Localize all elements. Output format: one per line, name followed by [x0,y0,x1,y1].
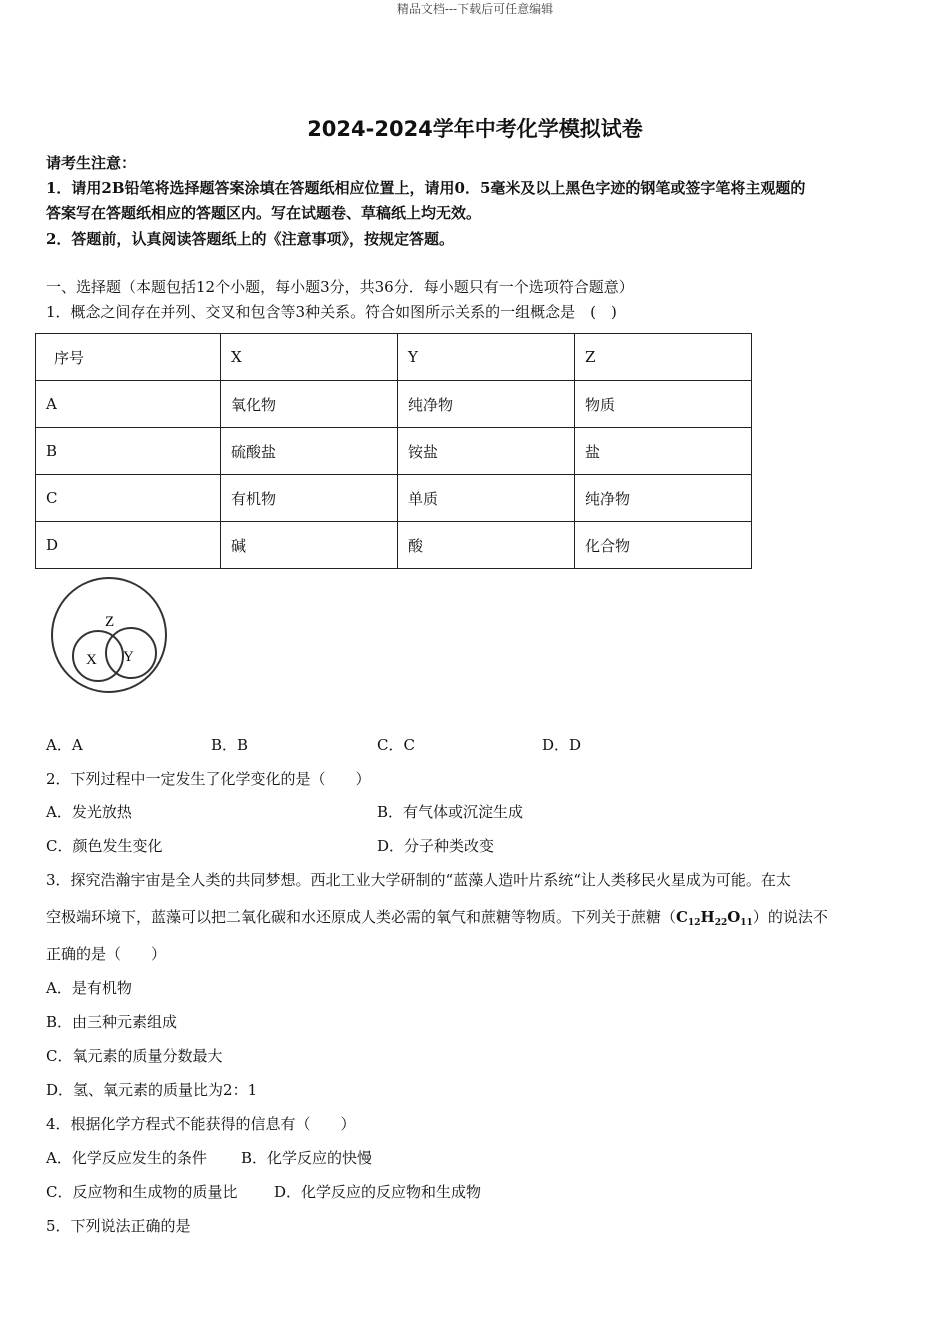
q1-option-c[interactable]: C．C [377,736,415,754]
table-cell: 碱 [221,522,398,569]
table-header-cell: 序号 [36,334,221,381]
q3-line1: 3．探究浩瀚宇宙是全人类的共同梦想。西北工业大学研制的“蓝藻人造叶片系统“让人类移民火星成为可能。在太 [46,871,791,889]
q3-option-a[interactable]: A．是有机物 [46,979,132,997]
q3-option-b[interactable]: B．由三种元素组成 [46,1013,178,1031]
section-heading: 一、选择题（本题包括12个小题，每小题3分，共36分．每小题只有一个选项符合题意） [46,278,634,296]
table-cell: 纯净物 [398,381,575,428]
q5-stem: 5．下列说法正确的是 [46,1217,191,1235]
table-cell: 氧化物 [221,381,398,428]
table-cell: 纯净物 [575,475,752,522]
notice-heading: 请考生注意： [46,154,137,172]
page-title: 2024-2024学年中考化学模拟试卷 [307,117,643,141]
label-y: Y [123,649,134,665]
q1-stem: 1．概念之间存在并列、交叉和包含等3种关系。符合如图所示关系的一组概念是 ( ) [46,303,617,321]
q2-option-b[interactable]: B．有气体或沉淀生成 [377,803,524,821]
sucrose-formula: $C_{12}H_{22}O_{11}$ [676,908,753,928]
table-header-cell: Y [398,334,575,381]
q3-option-d[interactable]: D．氢、氧元素的质量比为2：1 [46,1081,258,1099]
q3-option-c[interactable]: C．氧元素的质量分数最大 [46,1047,223,1065]
table-cell: 酸 [398,522,575,569]
venn-diagram [45,571,175,701]
table-header-cell: X [221,334,398,381]
table-cell: 铵盐 [398,428,575,475]
q3-line2-post: ）的说法不 [752,908,828,926]
page-header: 精品文档---下载后可任意编辑 [396,2,554,16]
q2-stem: 2．下列过程中一定发生了化学变化的是（ ） [46,770,371,788]
table-cell: D [36,522,221,569]
q3-line2-pre: 空极端环境下，蓝藻可以把二氧化碳和水还原成人类必需的氧气和蔗糖等物质。下列关于蔗糖（ [46,908,677,926]
notice-line2: 2．答题前，认真阅读答题纸上的《注意事项》，按规定答题。 [46,230,454,248]
notice-line1b: 答案写在答题纸相应的答题区内。写在试题卷、草稿纸上均无效。 [46,204,482,222]
q1-table [35,333,752,569]
q1-option-a[interactable]: A．A [46,736,83,754]
table-cell: 硫酸盐 [221,428,398,475]
q2-option-a[interactable]: A．发光放热 [46,803,132,821]
q4-option-d[interactable]: D．化学反应的反应物和生成物 [274,1183,482,1201]
q4-stem: 4．根据化学方程式不能获得的信息有（ ） [46,1115,356,1133]
notice-line1a: 1．请用2B铅笔将选择题答案涂填在答题纸相应位置上，请用0．5毫米及以上黑色字迹的钢笔或签字笔将主观题的 [46,179,806,197]
q1-option-d[interactable]: D．D [542,736,582,754]
table-cell: 有机物 [221,475,398,522]
q1-option-b[interactable]: B．B [211,736,249,754]
table-header-row [36,334,752,381]
table-cell: 单质 [398,475,575,522]
q4-option-c[interactable]: C．反应物和生成物的质量比 [46,1183,238,1201]
q2-option-d[interactable]: D．分子种类改变 [377,837,495,855]
table-cell: 物质 [575,381,752,428]
q2-option-c[interactable]: C．颜色发生变化 [46,837,163,855]
table-row [36,522,752,569]
table-cell: 化合物 [575,522,752,569]
table-row [36,428,752,475]
q3-line2 [46,906,828,928]
table-cell: B [36,428,221,475]
q4-option-b[interactable]: B．化学反应的快慢 [241,1149,373,1167]
table-cell: C [36,475,221,522]
table-cell: 盐 [575,428,752,475]
table-row [36,381,752,428]
label-z: Z [105,614,115,630]
table-cell: A [36,381,221,428]
q4-option-a[interactable]: A．化学反应发生的条件 [46,1149,207,1167]
q3-line3: 正确的是（ ） [46,945,167,963]
table-row [36,475,752,522]
table-header-cell: Z [575,334,752,381]
label-x: X [86,652,97,668]
